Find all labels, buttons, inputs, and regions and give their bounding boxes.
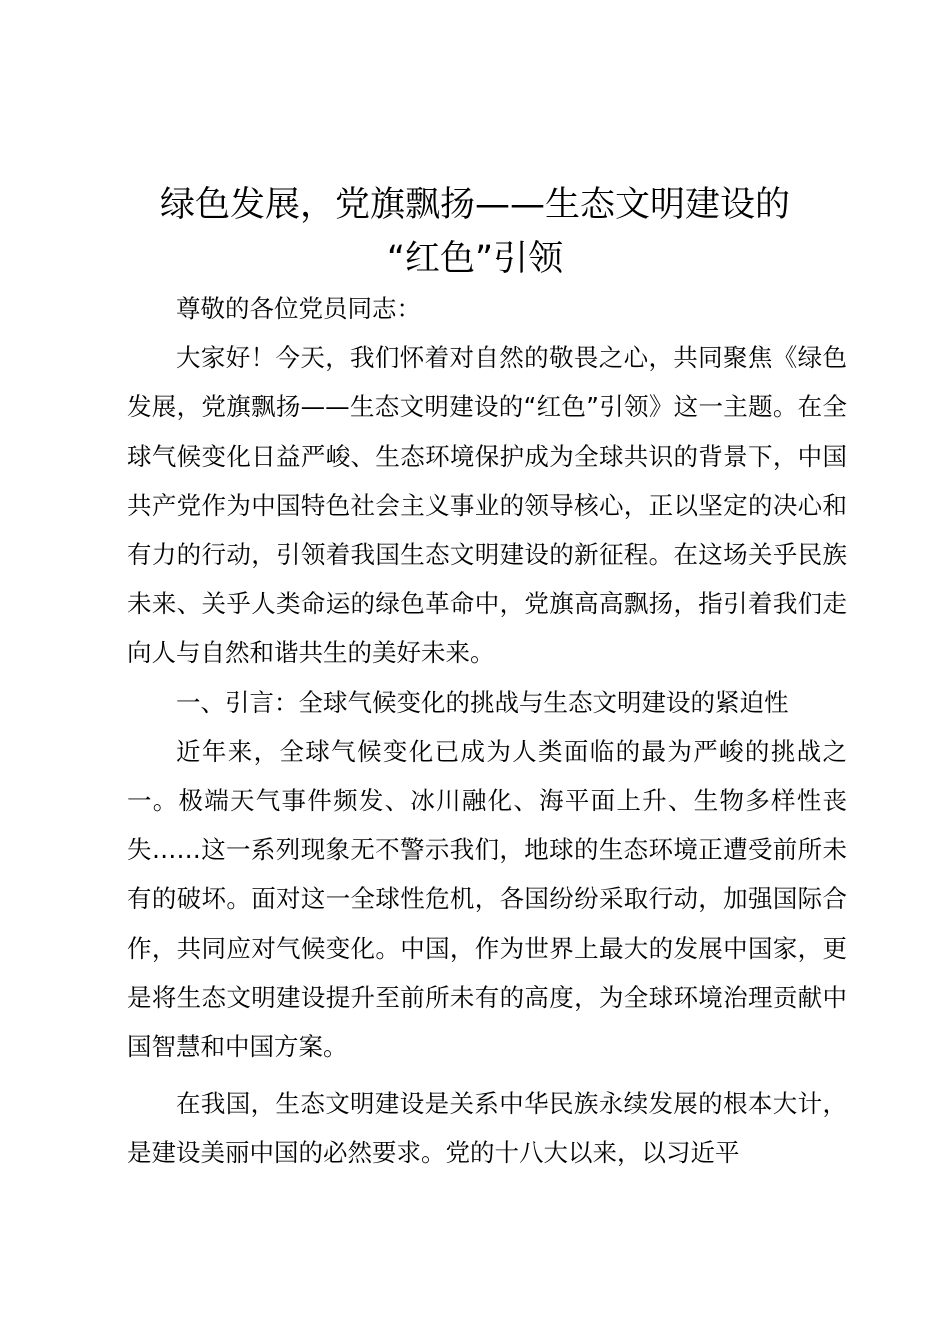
- title-line-2: “红色”引领: [386, 239, 564, 279]
- paragraph-opening: 大家好！今天，我们怀着对自然的敬畏之心，共同聚焦《绿色发展，党旗飘扬——生态文明建设的“红色”引领》这一主题。在全球气候变化日益严峻、生态环境保护成为全球共识的背景下，中国共产党作为中国特色社会主义事业的领导核心，正以坚定的决心和有力的行动，引领着我国生态文明建设的新征程。在这场关乎民族未来、关乎人类命运的绿色革命中，党旗高高飘扬，指引着我们走向人与自然和谐共生的美好未来。: [127, 343, 847, 668]
- document-title: [100, 178, 850, 286]
- paragraph-ecological-civilization: 在我国，生态文明建设是关系中华民族永续发展的根本大计，是建设美丽中国的必然要求。党的十八大以来，以习近平: [127, 1089, 847, 1168]
- paragraph-climate-challenge: 近年来，全球气候变化已成为人类面临的最为严峻的挑战之一。极端天气事件频发、冰川融化、海平面上升、生物多样性丧失……这一系列现象无不警示我们，地球的生态环境正遭受前所未有的破坏。面对这一全球性危机，各国纷纷采取行动，加强国际合作，共同应对气候变化。中国，作为世界上最大的发展中国家，更是将生态文明建设提升至前所未有的高度，为全球环境治理贡献中国智慧和中国方案。: [127, 736, 847, 1062]
- salutation: 尊敬的各位党员同志：: [176, 294, 421, 323]
- section-heading-introduction: 一、引言：全球气候变化的挑战与生态文明建设的紧迫性: [176, 687, 789, 717]
- title-line-1: 绿色发展，党旗飘扬——生态文明建设的: [159, 185, 790, 225]
- document-body: [127, 284, 847, 1178]
